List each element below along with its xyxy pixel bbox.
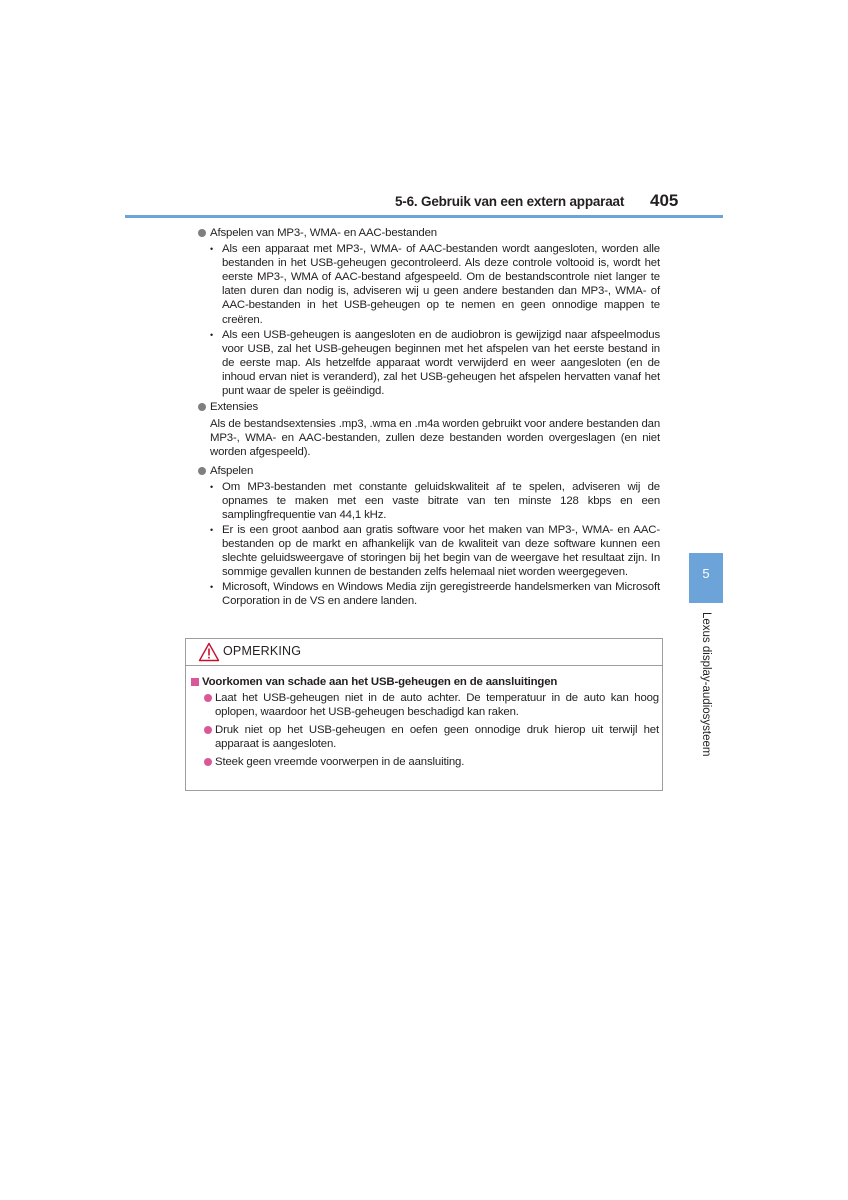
section-heading: Extensies: [198, 400, 660, 414]
section-heading: Afspelen: [198, 464, 660, 478]
chapter-label: Lexus display-audiosysteem: [700, 612, 712, 757]
bullet-icon: •: [210, 481, 214, 492]
notice-header: [186, 639, 662, 666]
bullet-dot-icon: [204, 726, 212, 734]
list-item: • Er is een groot aanbod aan gratis software voor het maken van MP3-, WMA- en AAC-bestanden op de markt en afhankelijk van de kwaliteit van deze software kunnen een slechte geluidsweergave of storingen bij het begin van de weergave het resultaat zijn. In sommige gevallen kunnen de bestanden zelfs helemaal niet worden weergegeven.: [210, 523, 660, 579]
bullet-list: [198, 480, 660, 609]
list-item: • Om MP3-bestanden met constante geluidskwaliteit af te spelen, adviseren wij de opnames te maken met een vaste bitrate van ten minste 128 kbps en een samplingfrequentie van 44,1 kHz.: [210, 480, 660, 521]
notice-body: [189, 675, 659, 774]
notice-title: OPMERKING: [223, 644, 302, 658]
bullet-dot-icon: [198, 467, 206, 475]
notice-item: Laat het USB-geheugen niet in de auto achter. De temperatuur in de auto kan hoog oplopen, waardoor het USB-geheugen beschadigd kan raken.: [189, 691, 659, 719]
notice-item: Steek geen vreemde voorwerpen in de aansluiting.: [189, 755, 659, 769]
list-item: • Als een USB-geheugen is aangesloten en de audiobron is gewijzigd naar afspeelmodus voor USB, zal het USB-geheugen beginnen met het afspelen van het eerste bestand in de eerste map. Als hetzelfde apparaat wordt verwijderd en weer aangesloten (en de inhoud ervan niet is veranderd), zal het USB-geheugen het afspelen hervatten vanaf het punt waar de speler is geëindigd.: [210, 328, 660, 398]
bullet-icon: •: [210, 524, 214, 535]
section-title: 5-6. Gebruik van een extern apparaat: [395, 194, 625, 209]
chapter-tab: 5: [689, 553, 723, 603]
notice-item: Druk niet op het USB-geheugen en oefen geen onnodige druk hierop uit terwijl het apparaat is aangesloten.: [189, 723, 659, 751]
header-rule: [125, 215, 723, 218]
bullet-dot-icon: [198, 229, 206, 237]
bullet-dot-icon: [204, 694, 212, 702]
notice-subheading: Voorkomen van schade aan het USB-geheugen en de aansluitingen: [189, 675, 659, 689]
bullet-icon: •: [210, 329, 214, 340]
bullet-dot-icon: [198, 403, 206, 411]
list-item: • Als een apparaat met MP3-, WMA- of AAC-bestanden wordt aangesloten, worden alle bestanden in het USB-geheugen gecontroleerd. Als deze controle voltooid is, wordt het eerste MP3-, WMA of AAC-bestand afgespeeld. Om de bestandscontrole niet langer te laten duren dan nodig is, adviseren wij u geen andere bestanden dan MP3-, WMA- of AAC-bestanden in het USB-geheugen op te nemen en geen onnodige mappen te creëren.: [210, 243, 660, 326]
notice-box: [185, 638, 663, 791]
bullet-dot-icon: [204, 758, 212, 766]
square-bullet-icon: [191, 678, 199, 686]
page-number: 405: [650, 191, 679, 210]
bullet-icon: •: [210, 582, 214, 593]
bullet-icon: •: [210, 244, 214, 255]
paragraph: Als de bestandsextensies .mp3, .wma en .m4a worden gebruikt voor andere bestanden dan MP3-, WMA- en AAC-bestanden, zullen deze bestanden worden overgeslagen (en niet worden afgespeeld).: [210, 418, 660, 459]
section-heading: Afspelen van MP3-, WMA- en AAC-bestanden: [198, 226, 660, 240]
warning-triangle-icon: [198, 642, 220, 662]
bullet-list: [198, 242, 660, 398]
main-content: [198, 224, 660, 609]
list-item: • Microsoft, Windows en Windows Media zijn geregistreerde handelsmerken van Microsoft Corporation in de VS en andere landen.: [210, 581, 660, 608]
